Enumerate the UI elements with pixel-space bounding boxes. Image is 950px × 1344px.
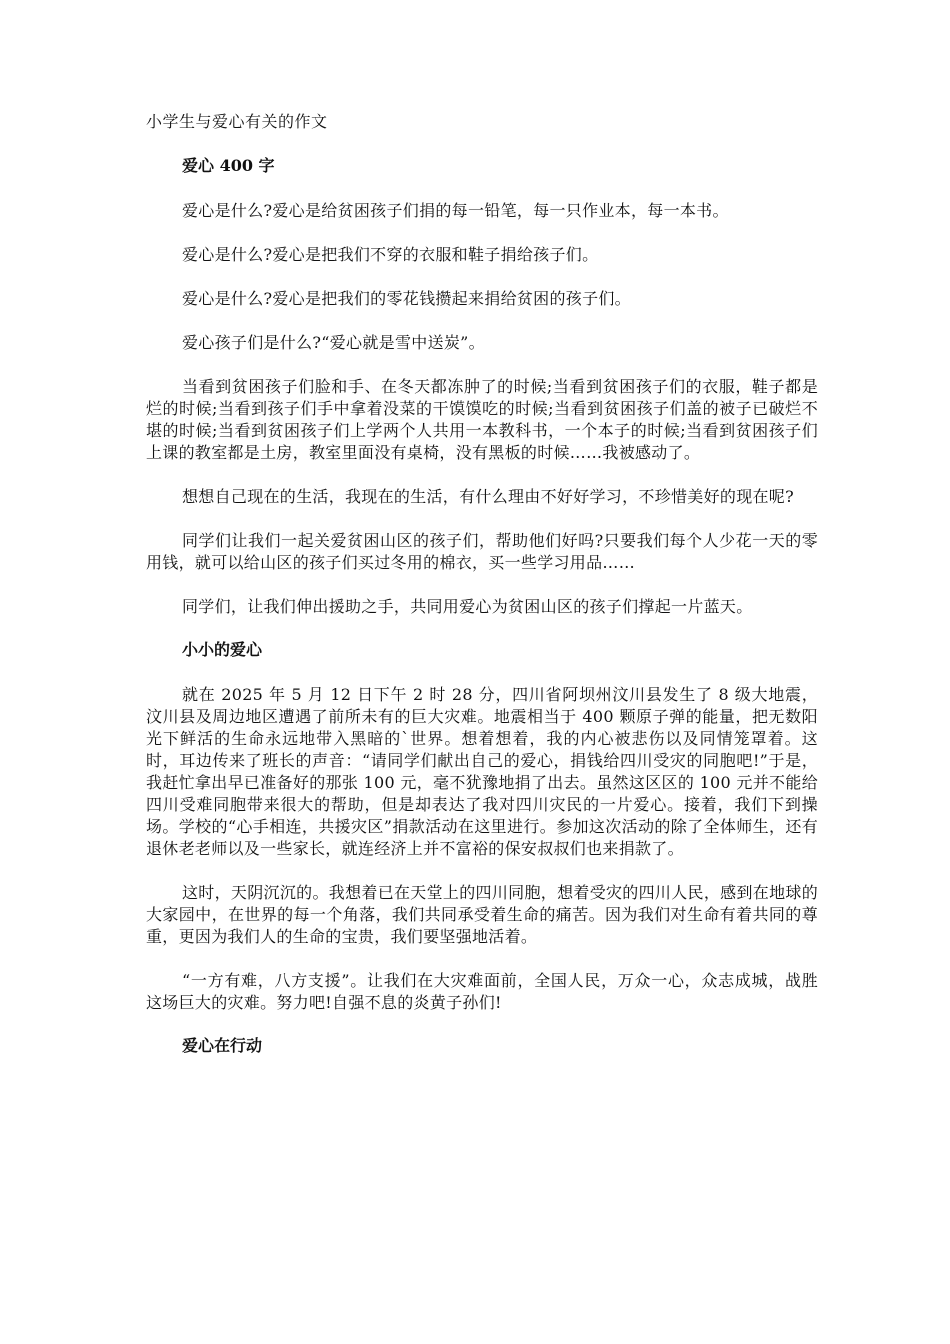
document-page [146, 112, 818, 1080]
paragraph: “一方有难，八方支援”。让我们在大灾难面前，全国人民，万众一心，众志成城，战胜这场巨大的灾难。努力吧!自强不息的炎黄子孙们! [146, 971, 818, 1012]
paragraph: 爱心是什么?爱心是把我们的零花钱攒起来捐给贫困的孩子们。 [182, 289, 631, 308]
paragraph: 想想自己现在的生活，我现在的生活，有什么理由不好好学习，不珍惜美好的现在呢? [182, 487, 794, 506]
section-little-love [146, 640, 818, 1014]
paragraph: 爱心是什么?爱心是把我们不穿的衣服和鞋子捐给孩子们。 [182, 245, 599, 264]
section-heading: 爱心在行动 [182, 1036, 263, 1055]
paragraph: 这时，天阴沉沉的。我想着已在天堂上的四川同胞，想着受灾的四川人民，感到在地球的大家园中，在世界的每一个角落，我们共同承受着生命的痛苦。因为我们对生命有着共同的尊重，更因为我们人的生命的宝贵，我们要坚强地活着。 [146, 883, 818, 946]
paragraph: 同学们让我们一起关爱贫困山区的孩子们，帮助他们好吗?只要我们每个人少花一天的零用钱，就可以给山区的孩子们买过冬用的棉衣，买一些学习用品…… [146, 531, 818, 572]
paragraph: 爱心孩子们是什么?“爱心就是雪中送炭”。 [182, 333, 485, 352]
document-title: 小学生与爱心有关的作文 [146, 112, 328, 131]
section-heading: 爱心 400 字 [182, 156, 275, 175]
section-love-400 [146, 156, 818, 618]
paragraph: 爱心是什么?爱心是给贫困孩子们捐的每一铅笔，每一只作业本，每一本书。 [182, 201, 729, 220]
paragraph: 同学们，让我们伸出援助之手，共同用爱心为贫困山区的孩子们撑起一片蓝天。 [182, 597, 753, 616]
section-love-in-action [146, 1036, 818, 1056]
paragraph: 就在 2025 年 5 月 12 日下午 2 时 28 分，四川省阿坝州汶川县发生了 8 级大地震，汶川县及周边地区遭遇了前所未有的巨大灾难。地震相当于 400 颗原子弹的能量，把无数阳光下鲜活的生命永远地带入黑暗的`世界。想着想着，我的内心被悲伤以及同情笼罩着。这时，耳边传来了班长的声音：“请同学们献出自己的爱心，捐钱给四川受灾的同胞吧!”于是，我赶忙拿出早已准备好的那张 100 元，毫不犹豫地捐了出去。虽然这区区的 100 元并不能给四川受难同胞带来很大的帮助，但是却表达了我对四川灾民的一片爱心。接着，我们下到操场。学校的“心手相连，共援灾区”捐款活动在这里进行。参加这次活动的除了全体师生，还有退休老老师以及一些家长，就连经济上并不富裕的保安叔叔们也来捐款了。 [146, 685, 818, 858]
paragraph: 当看到贫困孩子们脸和手、在冬天都冻肿了的时候;当看到贫困孩子们的衣服，鞋子都是烂的时候;当看到孩子们手中拿着没菜的干馍馍吃的时候;当看到贫困孩子们盖的被子已破烂不堪的时候;当看到贫困孩子们上学两个人共用一本教科书，一个本子的时候;当看到贫困孩子们上课的教室都是土房，教室里面没有桌椅，没有黑板的时候……我被感动了。 [146, 377, 818, 462]
section-heading: 小小的爱心 [182, 640, 263, 659]
